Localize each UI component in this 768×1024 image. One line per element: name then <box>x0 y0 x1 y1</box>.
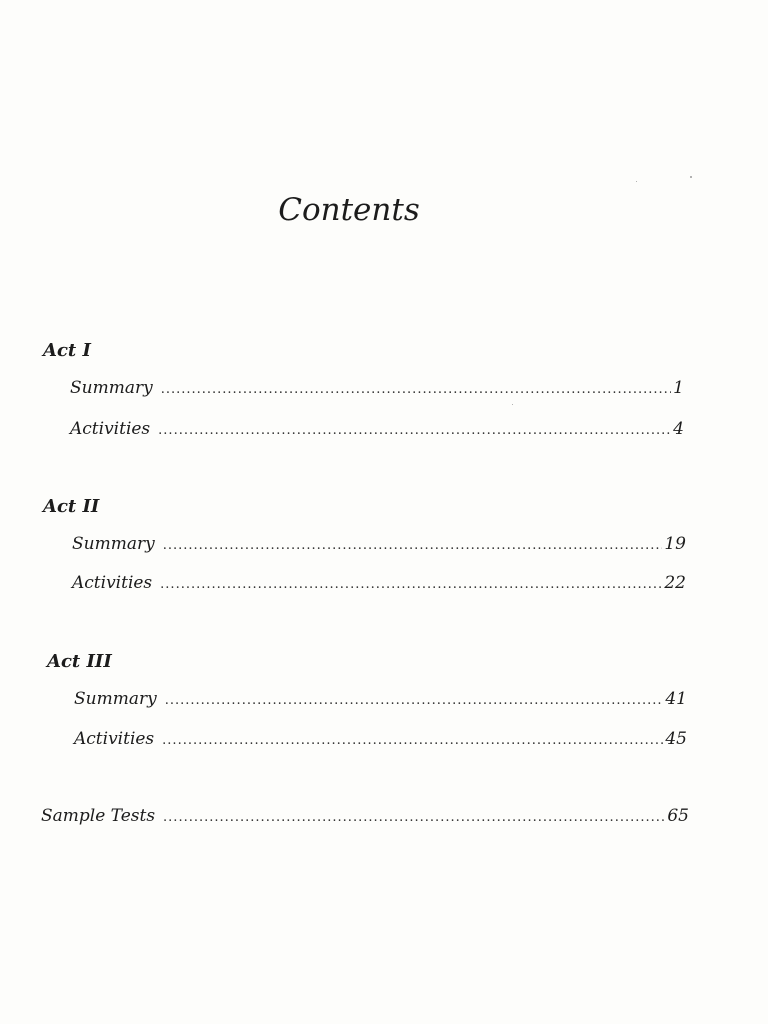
scan-speck <box>512 404 513 405</box>
scan-speck <box>636 181 637 182</box>
toc-entry-label: Sample Tests <box>41 806 156 826</box>
toc-entry[interactable] <box>70 419 684 439</box>
toc-entry-label: Summary <box>72 534 155 554</box>
act-heading: Act II <box>43 496 100 517</box>
toc-entry-page: 22 <box>664 573 686 593</box>
toc-entry-label: Summary <box>70 378 153 398</box>
toc-entry-page: 45 <box>665 729 687 749</box>
dot-leader <box>163 538 663 553</box>
toc-entry-label: Activities <box>74 729 155 749</box>
page-title: Contents <box>278 192 420 228</box>
dot-leader <box>161 382 671 397</box>
dot-leader <box>162 733 663 748</box>
toc-entry-label: Activities <box>70 419 151 439</box>
toc-entry-page: 41 <box>665 689 687 709</box>
toc-entry-page: 1 <box>673 378 684 398</box>
dot-leader <box>158 423 671 438</box>
toc-entry[interactable] <box>74 729 687 749</box>
act-heading: Act I <box>43 340 91 361</box>
dot-leader <box>165 693 664 708</box>
toc-entry-label: Activities <box>72 573 153 593</box>
act-heading: Act III <box>47 651 112 672</box>
toc-entry[interactable] <box>70 378 684 398</box>
toc-entry-sample-tests[interactable] <box>41 806 689 826</box>
toc-entry-page: 65 <box>667 806 689 826</box>
toc-entry-page: 4 <box>673 419 684 439</box>
toc-entry[interactable] <box>74 689 687 709</box>
dot-leader <box>160 577 662 592</box>
toc-entry-page: 19 <box>664 534 686 554</box>
toc-entry[interactable] <box>72 534 686 554</box>
toc-entry-label: Summary <box>74 689 157 709</box>
scan-speck <box>690 176 692 178</box>
toc-entry[interactable] <box>72 573 686 593</box>
dot-leader <box>163 810 665 825</box>
